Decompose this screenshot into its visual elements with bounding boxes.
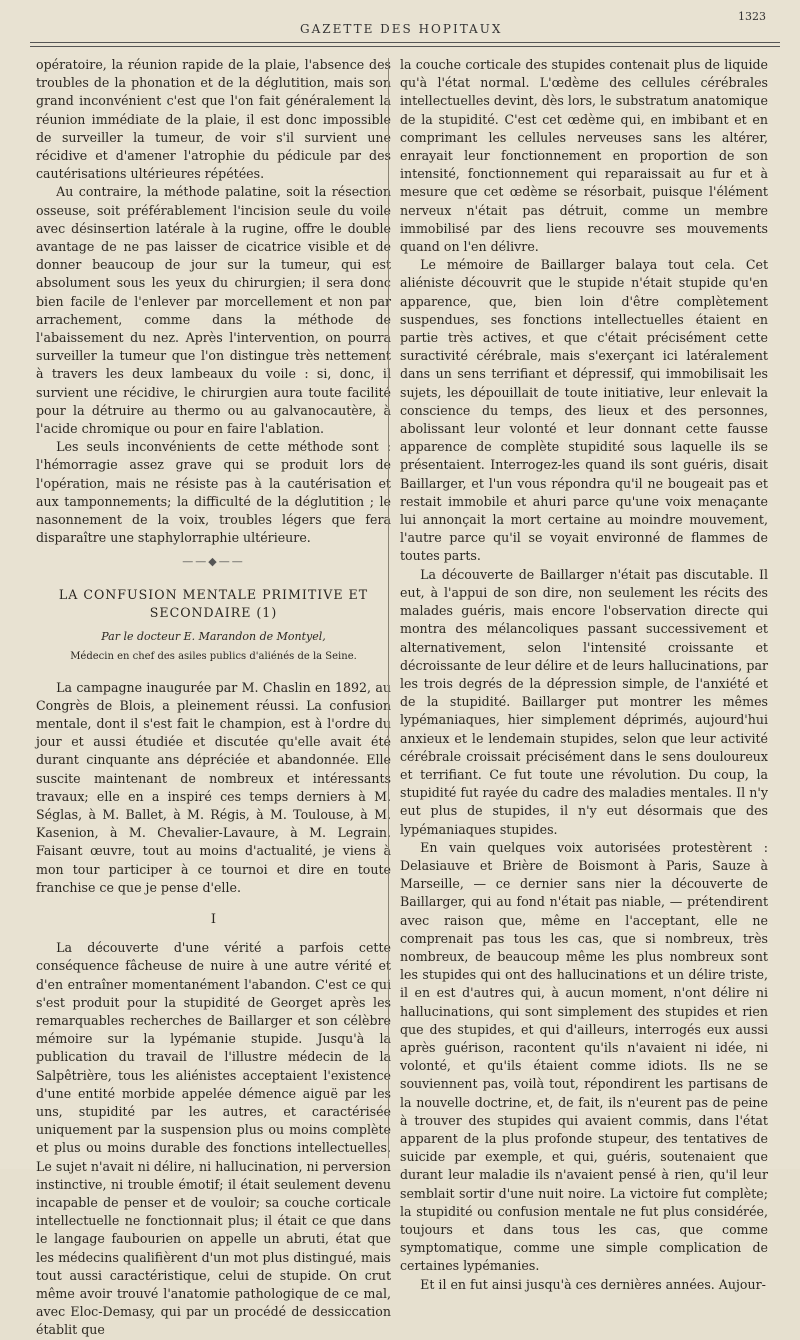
- article-title: LA CONFUSION MENTALE PRIMITIVE ET SECONDAIRE (1): [58, 586, 369, 620]
- paragraph: En vain quelques voix autorisées protestèrent : Delasiauve et Brière de Boismont à Paris, Sauze à Marseille, — ce dernier sans nier la découverte de Baillarger, qui au fond n'était pas niable, — prétendirent avec raison que, même en l'acceptant, elle ne comprenait pas tous les cas, que si nombreux, très nombreux, de beaucoup même les plus nombreux sont les stupides qui ont des hallucinations et un délire triste, il en est d'autres qui, à aucun moment, n'ont délire ni hallucinations, qui sont simplement des stupides et rien que des stupides, et qui d'ailleurs, interrogés eux aussi après guérison, racontent qu'ils n'avaient ni idée, ni volonté, et qu'ils étaient comme idiots. Ils ne se souviennent pas, voilà tout, répondirent les partisans de la nouvelle doctrine, et, de fait, ils n'eurent pas de peine à trouver des stupides qui avaient commis, dans l'état apparent de la plus profonde stupeur, des tentatives de suicide par exemple, et qui, guéris, soutenaient que durant leur maladie ils n'avaient pensé à rien, qu'il leur semblait sortir d'une nuit noire. La victoire fut complète; la stupidité ou confusion mentale ne fut plus considérée, toujours et dans tous les cas, que comme symptomatique, comme une simple complication de certaines lypémanies.: [400, 839, 768, 1274]
- author-affiliation: Médecin en chef des asiles publics d'aliénés de la Seine.: [70, 651, 357, 663]
- header-rule-bottom: [30, 46, 780, 47]
- paragraph: La découverte d'une vérité a parfois cette conséquence fâcheuse de nuire à une autre vérité et d'en entraîner momentanément l'abandon. C'est ce qui s'est produit pour la stupidité de Georget après les remarquables recherches de Baillarger et son célèbre mémoire sur la lypémanie stupide. Jusqu'à la publication du travail de l'illustre médecin de la Salpêtrière, tous les aliénistes acceptaient l'existence d'une entité morbide appelée démence aiguë par les uns, stupidité par les autres, et caractérisée uniquement par la suspension plus ou moins complète et plus ou moins durable des fonctions intellectuelles. Le sujet n'avait ni délire, ni hallucination, ni perversion instinctive, ni trouble émotif; il était seulement devenu incapable de penser et de vouloir; sa couche corticale intellectuelle ne fonctionnait plus; il était ce que dans le langage faubourien on appelle un abruti, état que les médecins qualifièrent d'un mot plus distingué, mais tout aussi caractéristique, celui de stupide. On crut même avoir trouvé l'anatomie pathologique de ce mal, avec Eloc-Demasy, qui par un procédé de dessiccation établit que: [36, 940, 391, 1338]
- running-title: GAZETTE DES HOPITAUX: [300, 22, 503, 36]
- paragraph: Le mémoire de Baillarger balaya tout cela. Cet aliéniste découvrit que le stupide n'était stupide qu'en apparence, que, bien loin d'être complètement suspendues, ses fonctions intellectuelles étaient en partie très actives, et que c'était précisément cette suractivité cérébrale, mais s'exerçant ici latéralement dans un sens terrifiant et dépressif, qui immobilisait les sujets, les dépouillait de toute initiative, leur enlevait la conscience du temps, des lieux et des personnes, abolissant leur volonté et leur donnant cette fausse apparence de complète stupidité sous laquelle ils se présentaient. Interrogez-les quand ils sont guéris, disait Baillarger, et l'un vous répondra qu'il ne bougeait pas et restait immobile et ahuri parce qu'une voix menaçante lui annonçait la mort certaine au moindre mouvement, l'autre parce qu'il se voyait environné de flammes de toutes parts.: [400, 257, 768, 564]
- paragraph: La campagne inaugurée par M. Chaslin en 1892, au Congrès de Blois, a pleinement réussi. La confusion mentale, dont il s'est fait le champion, est à l'ordre du jour et aussi étudiée et discutée qu'elle avait été durant cinquante ans dépréciée et abandonnée. Elle suscite maintenant de nombreux et intéressants travaux; elle en a inspiré ces temps derniers à M. Séglas, à M. Ballet, à M. Régis, à M. Toulouse, à M. Kasenion, à M. Chevalier-Lavaure, à M. Legrain. Faisant œuvre, tout au moins d'actualité, je viens à mon tour participer à ce tournoi et dire en toute franchise ce que je pense d'elle.: [36, 679, 391, 895]
- paragraph: Au contraire, la méthode palatine, soit la résection osseuse, soit préférablement l'incision seule du voile avec désinsertion latérale à la rugine, offre le double avantage de ne pas laisser de cicatrice visible et de donner beaucoup de jour sur la tumeur, qui est absolument sous les yeux du chirurgien; il sera donc bien facile de l'enlever par morcellement et non par arrachement, comme dans la méthode de l'abaissement du nez. Après l'intervention, on pourra surveiller la tumeur que l'on distingue très nettement à travers les deux lambeaux du voile : si, donc, il survient une récidive, le chirurgien aura toute facilité pour la détruire au thermo ou au galvanocautère, à l'acide chromique ou pour en faire l'ablation.: [36, 184, 391, 437]
- page-number: 1323: [738, 10, 766, 23]
- left-column: [36, 56, 391, 1340]
- header-rule-top: [30, 42, 780, 43]
- paragraph: La découverte de Baillarger n'était pas discutable. Il eut, à l'appui de son dire, non seulement les récits des malades guéris, mais encore l'observation directe qui montra des mélancoliques passant successivement et alternativement, selon l'intensité croissante et décroissante de leur délire et de leurs hallucinations, par les trois degrés de la dépression simple, de l'anxiété et de la stupidité. Baillarger put montrer les mêmes lypémaniaques, hier simplement déprimés, aujourd'hui anxieux et le lendemain stupides, selon que leur activité cérébrale croissait précisément dans le sens douloureux et terrifiant. Ce fut toute une révolution. Du coup, la stupidité fut rayée du cadre des maladies mentales. Il n'y eut plus de stupides, il n'y eut désormais que des lypémaniaques stupides.: [400, 566, 768, 837]
- ornament-divider: ——◆——: [182, 555, 245, 569]
- section-number: I: [210, 911, 217, 927]
- paragraph: la couche corticale des stupides contenait plus de liquide qu'à l'état normal. L'œdème des cellules cérébrales intellectuelles devint, dès lors, le substratum anatomique de la stupidité. C'est cet œdème qui, en imbibant et en comprimant les cellules nerveuses sans les altérer, enrayait leur fonctionnement en proportion de son intensité, fonctionnement qui reparaissait au fur et à mesure que cet œdème se résorbait, puisque l'élément nerveux n'était pas détruit, comme un membre immobilisé par des liens recouvre ses mouvements quand on l'en délivre.: [400, 57, 768, 255]
- author-byline: Par le docteur E. Marandon de Montyel,: [101, 630, 326, 644]
- paragraph: Et il en fut ainsi jusqu'à ces dernières années. Aujour-: [420, 1276, 766, 1292]
- right-column: [400, 56, 768, 1294]
- column-divider: [388, 58, 389, 1158]
- running-head: [0, 0, 800, 40]
- paragraph: opératoire, la réunion rapide de la plaie, l'absence des troubles de la phonation et de la déglutition, mais son grand inconvénient c'est que l'on fait généralement la réunion immédiate de la plaie, il est donc impossible de surveiller la tumeur, de voir s'il survient une récidive et d'amener l'atrophie du pédicule par des cautérisations ultérieures répétées.: [36, 57, 391, 182]
- paragraph: Les seuls inconvénients de cette méthode sont : l'hémorragie assez grave qui se produit lors de l'opération, mais ne résiste pas à la cautérisation et aux tamponnements; la difficulté de la déglutition ; le nasonnement de la voix, troubles légers que fera disparaître une staphylorraphie ultérieure.: [36, 439, 391, 546]
